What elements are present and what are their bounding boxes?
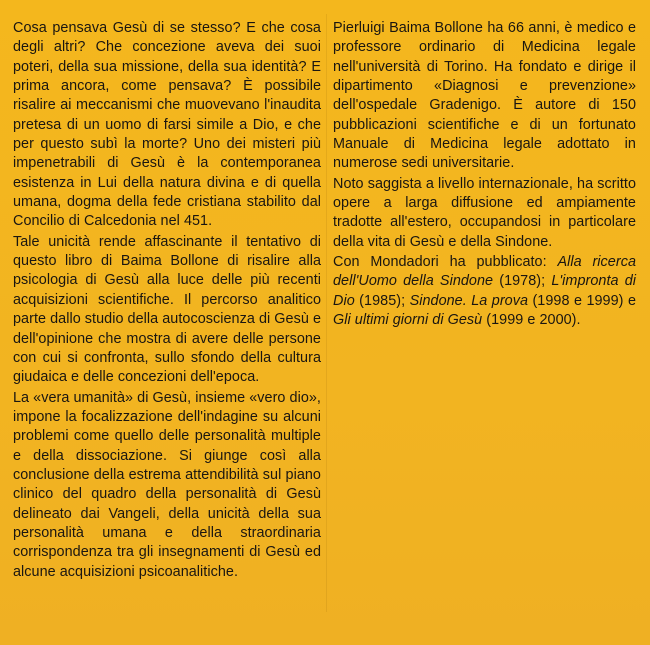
synopsis-column <box>13 19 321 582</box>
publications-paragraph <box>333 253 636 330</box>
author-bio-paragraph-2: Noto saggista a livello internazionale, ha scritto opere a larga diffusione ed ampiamente tradotte all'estero, occupandosi in particolare della vita di Gesù e della Sindone. <box>333 175 636 250</box>
book-title: Sindone. La prova <box>409 292 529 309</box>
synopsis-paragraph-3: La «vera umanità» di Gesù, insieme «vero dio», impone la focalizzazione dell'indagine su alcuni problemi come quello delle personalità multiple e della dissociazione. Si giunge così alla conclusione della estrema attendibilità sul piano clinico del quadro della personalità di Gesù delineato dai Vangeli, della unicità della sua personalità umana e della straordinaria corrispondenza tra gli insegnamenti di Gesù ed alcune acquisizioni psicoanalitiche. <box>13 389 321 580</box>
book-title: Alla ricerca dell'Uomo della Sindone <box>333 254 636 290</box>
book-title: L'impronta di Dio <box>333 273 637 309</box>
book-year: (1985); <box>354 292 410 309</box>
book-year: (1999 e 2000). <box>482 312 581 329</box>
column-divider <box>326 14 327 612</box>
book-year: (1978); <box>493 273 552 290</box>
book-year: (1998 e 1999) e <box>528 292 636 309</box>
author-bio-column <box>333 19 636 331</box>
synopsis-paragraph-1: Cosa pensava Gesù di se stesso? E che cosa degli altri? Che concezione aveva dei suoi poteri, della sua missione, della sua identità? E prima ancora, come pensava? È possibile risalire ai meccanismi che muovevano l'inaudita pretesa di un uomo di farsi simile a Dio, e che per questo subì la morte? Uno dei misteri più impenetrabili di Gesù è la contemporanea esistenza in Lui della natura divina e di quella umana, dogma della fede cristiana stabilito dal Concilio di Calcedonia nel 451. <box>13 20 321 230</box>
book-title: Gli ultimi giorni di Gesù <box>333 312 483 329</box>
synopsis-paragraph-2: Tale unicità rende affascinante il tentativo di questo libro di Baima Bollone di risalire alla psicologia di Gesù alla luce delle più recenti acquisizioni scientifiche. Il percorso analitico parte dallo studio della autocoscienza di Gesù e dell'opinione che mostra di avere delle persone con cui si confronta, sullo sfondo della cultura giudaica e delle concezioni dell'epoca. <box>13 233 321 386</box>
author-bio-paragraph-1: Pierluigi Baima Bollone ha 66 anni, è medico e professore ordinario di Medicina legale nell'università di Torino. Ha fondato e dirige il dipartimento «Diagnosi e prevenzione» dell'ospedale Gradenigo. È autore di 150 pubblicazioni scientifiche e di un fortunato Manuale di Medicina legale adottato in numerose sedi universitarie. <box>333 20 636 172</box>
publications-intro: Con Mondadori ha pubblicato: <box>333 254 558 271</box>
